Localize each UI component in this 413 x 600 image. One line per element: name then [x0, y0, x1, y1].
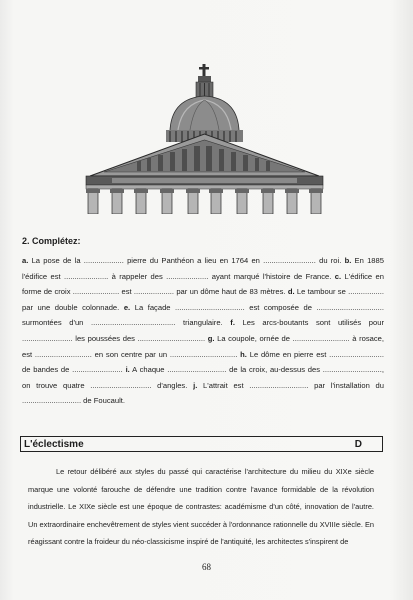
exercise-item-i: A chaque ............................ de la croix, au-dessus des ............................, on trouve quatre ............................. d'angles. [22, 365, 384, 390]
section-title: 2. Complétez: [22, 236, 81, 246]
page-number: 68 [202, 562, 211, 572]
exercise-item-e: La façade ................................. est composée de ................................ surmontées d'un ........................................ triangulaire. [22, 302, 384, 328]
exercise-item-g: La coupole, ornée de ........................... à rosace, est ........................... en son centre par un ................................ [22, 333, 384, 359]
pantheon-illustration [82, 64, 327, 214]
exercise-item-d: Le tambour se ................. par une double colonnade. [22, 287, 384, 312]
exercise-text: a. La pose de la ................... pierre du Panthéon a lieu en 1764 en ......................... du roi. b. En 1885 l'édifice est ..................... à rappeler des .................... ayant marqué l'histoire de France. c. L'édifice en forme de croix ...................... est ................... par un dôme haut de 83 mètres. d. Le tambour se ................. par une double colonnade. e. La façade ................................. est composée de ................................ surmontées d'un ........................................ triangulaire. f. Les arcs-boutants sont utilisés pour ........................ les poussées des ................................ g. La coupole, ornée de ........................... à rosace, est ........................... en son centre par un ................................ h. Le dôme en pierre est .......................... de bandes de ........................ i. A chaque ............................ de la croix, au-dessus des ............................, on trouve quatre ............................. d'angles. j. L'attrait est ............................ par l'installation du ............................ de Foucault. [22, 256, 384, 406]
exercise-item-c: L'édifice en forme de croix ...................... est ................... par un dôme haut de 83 mètres. [22, 271, 384, 297]
section-heading-title: L'éclectisme [24, 438, 84, 450]
exercise-item-j: L'attrait est ............................ par l'installation du ............................ de Foucault. [22, 380, 384, 406]
exercise-item-b: En 1885 l'édifice est ..................... à rappeler des .................... ayant marqué l'histoire de France. [22, 256, 384, 281]
exercise-item-a: La pose de la ................... pierre du Panthéon a lieu en 1764 en ......................... du roi. [31, 256, 342, 265]
exercise-item-h: Le dôme en pierre est .......................... de bandes de ........................ [22, 349, 384, 375]
exercise-item-f: Les arcs-boutants sont utilisés pour ........................ les poussées des ................................ [22, 318, 384, 343]
section-heading-box [20, 436, 383, 452]
section-heading-letter: D [354, 438, 362, 450]
body-paragraph: Le retour délibéré aux styles du passé qui caractérise l'architecture du milieu du XIXe siècle marque une volonté farouche de défendre une tradition contre l'avance formidable de la révolution industrielle. Le XIXe siècle est une époque de contrastes: académisme d'un côté, innovation de l'autre. Un extraordinaire enchevêtrement de styles vient succéder à l'ordonnance rationnelle du XVIIIe siècle. En réagissant contre la froideur du néo-classicisme inspiré de l'antiquité, les architectes s'inspirent de [28, 467, 374, 546]
